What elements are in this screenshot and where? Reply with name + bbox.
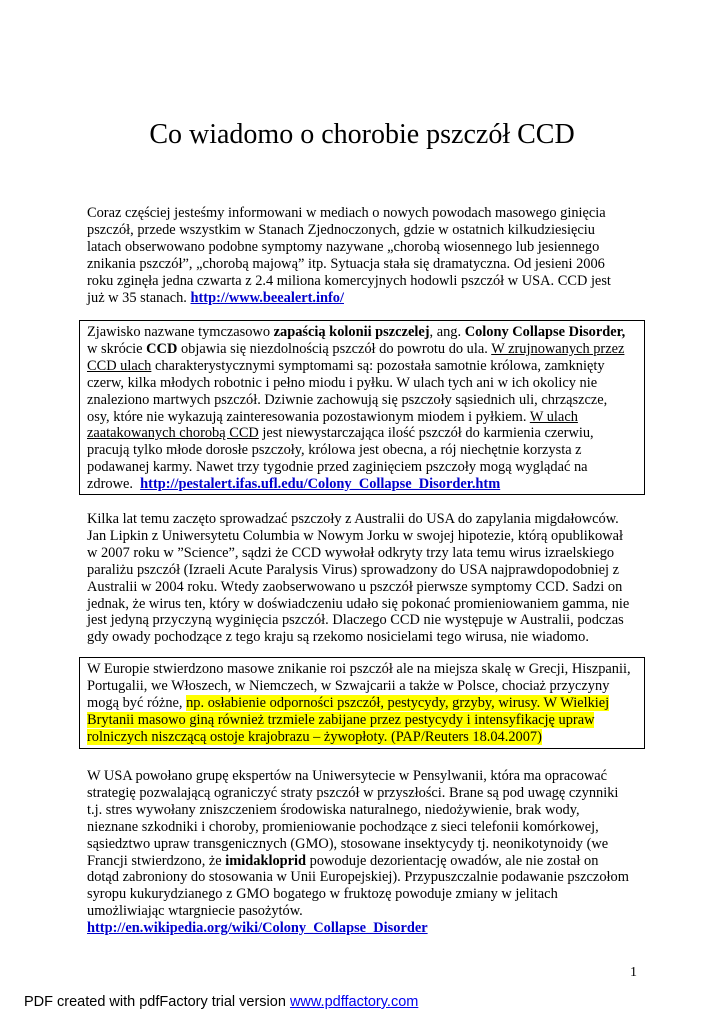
text-line: latach obserwowano podobne symptomy nazywane „chorobą wiosennego lub jesiennego [87,238,600,255]
text-line: Coraz częściej jesteśmy informowani w mediach o nowych powodach masowego ginięcia [87,205,606,221]
underlined-text: W ulach [529,408,578,425]
text-line [87,695,635,712]
highlighted-text: np. osłabienie odporności pszczół, pestycydy, grzyby, wirusy. W Wielkiej [186,694,610,711]
text-line [87,920,635,937]
text-line: Portugalii, we Włoszech, w Niemczech, w Szwajcarii a także w Polsce, chociaż przyczyny [87,677,610,694]
highlighted-text: rolniczych niszczącą ostoje krajobrazu – żywopłoty. (PAP/Reuters 18.04.2007) [87,728,542,745]
text-line: nieznane szkodniki i choroby, promieniowanie pochodzące z sieci telefonii komórkowej, [87,818,599,835]
text-fragment: mogą być różne, [87,694,187,711]
text-line [87,712,635,729]
text-line: w 2007 roku w ”Science”, sądzi że CCD wywołał odkryty trzy lata temu wirus izraelskiego [87,544,615,561]
bold-term: imidakloprid [225,852,307,869]
footer-text: PDF created with pdfFactory trial version [24,994,290,1010]
text-line [87,341,635,358]
wikipedia-link[interactable]: http://en.wikipedia.org/wiki/Colony_Collapse_Disorder [87,920,428,937]
text-fragment: charakterystycznymi symptomami są: pozostała samotnie królowa, zamknięty [151,357,605,374]
text-line: paraliżu pszczół (Izraeli Acute Paralysis Virus) sprowadzony do USA najprawdopodobniej z [87,561,619,578]
text-fragment: już w 35 stanach. [87,289,191,306]
text-fragment: osy, które nie wykazują zainteresowania pozostawionym miodem i pyłkiem. [87,408,530,425]
page-title: Co wiadomo o chorobie pszczół CCD [149,119,575,150]
text-line: Jan Lipkin z Uniwersytetu Columbia w Nowym Jorku w swojej hipotezie, którą opublikował [87,527,623,544]
text-line: roku zginęła jedna czwarta z 2.4 miliona komercyjnych hodowli pszczół w USA. CCD jest [87,272,611,289]
underlined-text: CCD ulach [87,357,152,374]
pdf-footer [24,994,418,1010]
text-line [87,324,635,341]
highlighted-text: Brytanii masowo giną również trzmiele zabijane przez pestycydy i intensyfikację upraw [87,711,595,728]
text-line [87,409,635,426]
text-line: W USA powołano grupę ekspertów na Uniwersytecie w Pensylwanii, która ma opracować [87,768,608,784]
bold-term: zapaścią kolonii pszczelej [273,324,430,340]
beealert-link[interactable]: http://www.beealert.info/ [190,289,344,306]
page-number: 1 [630,965,637,980]
text-fragment: powoduje dezorientację owadów, ale nie został on [306,852,599,869]
underlined-text: zaatakowanych chorobą CCD [87,425,259,442]
australia-paragraph [87,511,635,646]
intro-paragraph [87,205,635,306]
text-line: Kilka lat temu zaczęto sprowadzać pszczoły z Australii do USA do zapylania migdałowców. [87,511,619,527]
text-line: W Europie stwierdzono masowe znikanie roi pszczół ale na miejsza skalę w Grecji, Hiszpanii, [87,661,631,677]
text-fragment: w skrócie [87,340,147,357]
bold-term: CCD [146,340,178,357]
text-line: czerw, kilka młodych robotnic i pełno miodu i pyłku. W ulach tych ani w ich okolicy nie [87,374,598,391]
pdffactory-link[interactable]: www.pdffactory.com [289,994,419,1010]
usa-experts-paragraph [87,768,635,937]
text-fragment: Francji stwierdzono, że [87,852,226,869]
text-line: jednak, że wirus ten, który w doświadczeniu udało się pokonać promieniowaniem gamma, nie [87,595,630,612]
text-fragment: objawia się niezdolnością pszczół do powrotu do ula. [177,340,492,357]
text-line: podawanej karmy. Nawet trzy tygodnie przed zaginięciem pszczoły mogą wyglądać na [87,459,588,476]
text-line: sąsiedztwo upraw transgenicznych (GMO), stosowane insektycydy tj. neonikotynoidy (we [87,835,609,852]
text-line: pracują tylko młode dorosłe pszczoły, królowa jest obecna, a rój niechętnie korzysta z [87,442,582,459]
text-line [87,358,635,375]
text-line: dotąd zabroniony do stosowania w Unii Europejskiej). Przypuszczalnie podawanie pszczołom [87,869,629,886]
text-fragment: jest niewystarczająca ilość pszczół do karmienia czerwiu, [258,425,594,442]
bold-term: Colony Collapse Disorder, [464,324,626,340]
text-line: jest jedyną przyczyną wyginięcia pszczół. Dlaczego CCD nie występuje w Australii, podczas [87,612,624,629]
underlined-text: W zrujnowanych przez [491,340,625,357]
text-fragment: Zjawisko nazwane tymczasowo [87,324,274,340]
text-line [87,425,635,442]
text-fragment: zdrowe. [87,476,141,493]
text-line [87,729,635,746]
pestalert-link[interactable]: http://pestalert.ifas.ufl.edu/Colony_Collapse_Disorder.htm [140,476,501,493]
text-line: znikania pszczół”, „chorobą majową” itp. Sytuacja stała się dramatyczna. Od jesieni 2006 [87,255,605,272]
text-line: strategię pozwalającą ograniczyć straty pszczół w przyszłości. Brane są pod uwagę czynniki [87,784,619,801]
text-line: pszczół, przede wszystkim w Stanach Zjednoczonych, gdzie w ostatnich kilkudziesięciu [87,221,595,238]
text-line [87,476,635,493]
europe-paragraph [87,661,635,746]
text-line [87,853,635,870]
ccd-definition-paragraph [87,324,635,493]
text-line: syropu kukurydzianego z GMO bogatego w fruktozę powoduje zmiany w jelitach [87,886,558,903]
text-line: Australii w 2004 roku. Wtedy zaobserwowano u pszczół pierwsze symptomy CCD. Sadzi on [87,578,623,595]
text-line: t.j. stres wywołany zniszczeniem środowiska naturalnego, niedożywienie, brak wody, [87,801,580,818]
text-line [87,290,635,307]
text-line: gdy owady pochodzące z tego kraju są rzekomo nosicielami tego wirusa, nie wiadomo. [87,629,589,646]
text-line: znaleziono martwych pszczół. Dziwnie zachowują się pszczoły sąsiednich uli, chrząszcze, [87,391,608,408]
text-fragment: , ang. [429,324,465,340]
text-line: umożliwiając wtargniecie pasożytów. [87,903,303,920]
